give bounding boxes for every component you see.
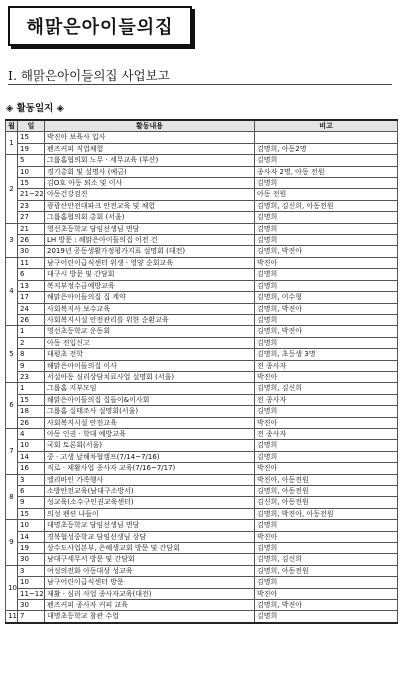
activity-cell: 아동건강검진 [45,189,255,200]
day-cell: 10 [18,440,45,451]
table-row [6,417,398,428]
table-row [6,554,398,565]
day-cell: 15 [18,508,45,519]
activity-cell: 해맑은아이들의집 집들이&이사회 [45,394,255,405]
day-cell: 30 [18,554,45,565]
note-cell: 김명희, 박진아 [255,246,398,257]
table-row [6,178,398,189]
table-row [6,269,398,280]
section-divider [8,84,392,85]
activity-cell: 경기총회 및 설명사 (예금) [45,166,255,177]
table-row [6,588,398,599]
note-cell: 김명희, 아동전원 [255,486,398,497]
activity-log-body [6,132,398,623]
activity-cell: 대명초등학교 담임선생님 면담 [45,520,255,531]
day-cell: 11 [18,257,45,268]
table-row [6,508,398,519]
note-cell: 김명희, 아동2명 [255,143,398,154]
day-cell: 6 [18,269,45,280]
table-row [6,280,398,291]
day-cell: 15 [18,394,45,405]
month-cell: 2 [6,155,18,223]
activity-cell: 직로 · 제활사업 종사자 교육(7/16~7/17) [45,463,255,474]
table-row [6,235,398,246]
table-row [6,303,398,314]
page-title-box [8,6,192,46]
day-cell: 9 [18,497,45,508]
note-cell: 전 종사자 [255,360,398,371]
table-row [6,600,398,611]
note-cell: 박진아, 아동전원 [255,474,398,485]
note-cell: 김명희 [255,178,398,189]
month-cell: 7 [6,428,18,474]
section-title: Ⅰ. 해맑은아이들의집 사업보고 [8,68,170,83]
day-cell: 7 [18,611,45,623]
table-row [6,223,398,234]
activity-cell: 경북협성중학교 담임선생님 상담 [45,531,255,542]
note-cell: 박진아 [255,531,398,542]
activity-cell: 김O호 아동 퇴소 및 이사 [45,178,255,189]
activity-cell: 사회복지시설 안전관리를 위한 순환교육 [45,314,255,325]
note-cell: 김명희, 박진아 [255,600,398,611]
activity-cell: 서설아동 심리상담치료사업 설명회 (서울) [45,371,255,382]
note-cell: 김명희, 김신희 [255,383,398,394]
activity-cell: LH 방문 : 해맑은아이들의집 이전 건 [45,235,255,246]
month-cell: 8 [6,474,18,520]
activity-cell: 여성의전화 아동대상 성교육 [45,565,255,576]
note-cell: 아동 전원 [255,189,398,200]
day-cell: 1 [18,326,45,337]
table-row [6,565,398,576]
note-cell: 김명희, 박진아 [255,326,398,337]
day-cell: 21 [18,223,45,234]
table-row [6,349,398,360]
table-row [6,326,398,337]
table-row [6,257,398,268]
activity-cell: 대평초 전학 [45,349,255,360]
day-cell: 15 [18,178,45,189]
day-cell: 5 [18,155,45,166]
table-row [6,383,398,394]
month-cell: 11 [6,611,18,623]
activity-cell: 아동 전입신고 [45,337,255,348]
table-row [6,406,398,417]
activity-cell: 그룹홈 지부모임 [45,383,255,394]
activity-log-table [5,119,398,624]
activity-cell: 영선초등학교 담임선생님 면담 [45,223,255,234]
day-cell: 16 [18,463,45,474]
day-cell: 18 [18,406,45,417]
note-cell: 김명희, 아동전원 [255,565,398,576]
note-cell: 전 종사자 [255,394,398,405]
activity-cell: 대구시 방문 및 간담회 [45,269,255,280]
day-cell: 10 [18,520,45,531]
day-cell: 23 [18,371,45,382]
note-cell: 김명희 [255,440,398,451]
note-cell: 박진아 [255,417,398,428]
note-cell: 김명희 [255,212,398,223]
activity-cell: 상수도사업본부, 은혜생교회 방문 및 간담회 [45,543,255,554]
activity-cell: 펜즈커피 직업체험 [45,143,255,154]
note-cell: 김명희, 박진아, 아동전원 [255,508,398,519]
note-cell: 박진아 [255,257,398,268]
table-row [6,189,398,200]
table-row [6,474,398,485]
day-cell: 30 [18,246,45,257]
table-row [6,577,398,588]
table-row [6,531,398,542]
day-cell: 27 [18,212,45,223]
note-cell: 김명희 [255,451,398,462]
note-cell: 종사자 2명, 아동 전원 [255,166,398,177]
activity-cell: 해맑은아이들의집 이사 [45,360,255,371]
note-cell [255,132,398,143]
table-row [6,543,398,554]
note-cell: 김명희 [255,314,398,325]
note-cell: 김명희 [255,577,398,588]
day-cell: 14 [18,531,45,542]
day-cell: 19 [18,543,45,554]
note-cell: 김명희, 초등생 3명 [255,349,398,360]
activity-cell: 사회복지사 보수교육 [45,303,255,314]
note-cell: 김명희 [255,611,398,623]
activity-cell: 복지부정수금예방교육 [45,280,255,291]
day-cell: 30 [18,600,45,611]
day-cell: 21~22 [18,189,45,200]
activity-cell: 펜즈커피 종사자 커피 교육 [45,600,255,611]
activity-cell: 영선초등학교 운동회 [45,326,255,337]
table-row [6,394,398,405]
table-row [6,200,398,211]
activity-cell: 대명초등학교 참관 수업 [45,611,255,623]
day-cell: 19 [18,143,45,154]
day-cell: 23 [18,200,45,211]
month-cell: 1 [6,132,18,155]
table-row [6,337,398,348]
day-cell: 8 [18,349,45,360]
table-row [6,143,398,154]
note-cell: 김명희 [255,223,398,234]
table-header-row [6,120,398,132]
table-row [6,155,398,166]
table-row [6,360,398,371]
activity-cell: 남대구세무서 방문 및 간담회 [45,554,255,565]
note-cell: 김명희, 김신희, 아동전원 [255,200,398,211]
day-cell: 26 [18,235,45,246]
table-row [6,463,398,474]
activity-log-heading: ◈ 활동일지 ◈ [6,103,64,114]
column-header-activity: 활동내용 [45,120,255,132]
note-cell: 전 종사자 [255,428,398,439]
column-header-note: 비고 [255,120,398,132]
activity-cell: 그룹홈협의회 노무 · 세무교육 (부산) [45,155,255,166]
table-row [6,497,398,508]
note-cell: 김명희, 박진아 [255,303,398,314]
day-cell: 1 [18,383,45,394]
day-cell: 3 [18,565,45,576]
activity-cell: 광광산안전대파크 안전교육 및 체험 [45,200,255,211]
table-row [6,212,398,223]
activity-cell: 남구어린이급식센터 위생 · 영양 순회교육 [45,257,255,268]
activity-cell: 중 · 고생 날해차협캠프(7/14~7/16) [45,451,255,462]
activity-cell: 성교육(소수구인권교육센터) [45,497,255,508]
activity-cell: 재활 · 심리 사업 종사자교육(대전) [45,588,255,599]
note-cell: 박진아 [255,588,398,599]
note-cell: 김명희, 김신희 [255,554,398,565]
column-header-day: 일 [18,120,45,132]
note-cell: 김명희 [255,337,398,348]
table-row [6,428,398,439]
table-row [6,611,398,623]
month-cell: 4 [6,257,18,325]
activity-cell: 남구어린이급식센터 방문 [45,577,255,588]
day-cell: 13 [18,280,45,291]
note-cell: 박진아 [255,463,398,474]
day-cell: 17 [18,292,45,303]
table-row [6,246,398,257]
month-cell: 10 [6,565,18,611]
note-cell: 김신희, 아동전원 [255,497,398,508]
table-row [6,314,398,325]
activity-cell: 엘리바인 가족행사 [45,474,255,485]
table-row [6,132,398,143]
day-cell: 10 [18,166,45,177]
day-cell: 10 [18,577,45,588]
note-cell: 김명희, 이수형 [255,292,398,303]
day-cell: 15 [18,132,45,143]
day-cell: 6 [18,486,45,497]
table-row [6,292,398,303]
column-header-month: 월 [6,120,18,132]
page-title: 해맑은아이들의집 [26,17,174,38]
note-cell: 김명희 [255,406,398,417]
month-cell: 3 [6,223,18,257]
day-cell: 14 [18,451,45,462]
activity-cell: 의성 펜션 나들이 [45,508,255,519]
table-row [6,371,398,382]
day-cell: 24 [18,303,45,314]
day-cell: 26 [18,314,45,325]
month-cell: 6 [6,383,18,429]
note-cell: 김명희 [255,269,398,280]
activity-cell: 박진아 보육사 입사 [45,132,255,143]
activity-cell: 사회복지시설 안전교육 [45,417,255,428]
activity-cell: 그룹홈 실태조사 설명회(서울) [45,406,255,417]
table-row [6,520,398,531]
note-cell: 김명희 [255,520,398,531]
activity-cell: 아동 인권 · 학대 예방교육 [45,428,255,439]
day-cell: 26 [18,417,45,428]
day-cell: 11~12 [18,588,45,599]
note-cell: 김명희 [255,280,398,291]
activity-cell: 그룹홈협의회 총회 (서울) [45,212,255,223]
table-row [6,486,398,497]
activity-cell: 2019년 공동생활가정평가지표 설명회 (대전) [45,246,255,257]
activity-cell: 해맑은아이들의집 집 계약 [45,292,255,303]
month-cell: 9 [6,520,18,566]
day-cell: 4 [18,428,45,439]
activity-cell: 소방안전교육(남대구소방서) [45,486,255,497]
note-cell: 김명희 [255,155,398,166]
activity-cell: 국회 토론회(서울) [45,440,255,451]
note-cell: 박진아 [255,371,398,382]
day-cell: 9 [18,360,45,371]
table-row [6,166,398,177]
table-row [6,451,398,462]
day-cell: 3 [18,474,45,485]
note-cell: 김명희 [255,235,398,246]
day-cell: 2 [18,337,45,348]
note-cell: 김명희 [255,543,398,554]
table-row [6,440,398,451]
month-cell: 5 [6,326,18,383]
